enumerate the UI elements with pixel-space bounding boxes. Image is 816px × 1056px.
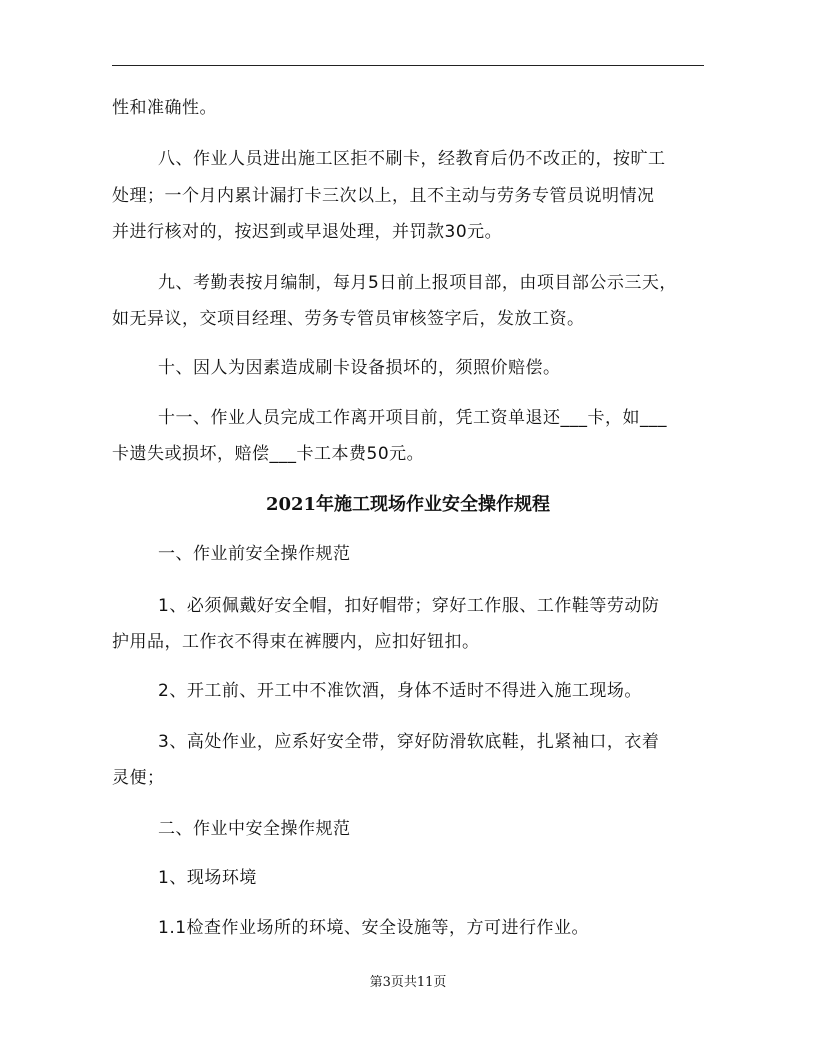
list-item: 1、必须佩戴好安全帽，扣好帽带；穿好工作服、工作鞋等劳动防	[158, 596, 660, 616]
paragraph-line: 十一、作业人员完成工作离开项目前，凭工资单退还___卡，如___	[158, 408, 667, 428]
paragraph-line: 处理；一个月内累计漏打卡三次以上，且不主动与劳务专管员说明情况	[112, 186, 655, 206]
paragraph-line: 并进行核对的，按迟到或早退处理，并罚款30元。	[112, 222, 503, 242]
list-item-continuation: 灵便；	[112, 768, 165, 788]
paragraph-line: 九、考勤表按月编制，每月5日前上报项目部，由项目部公示三天，	[158, 273, 677, 293]
list-item: 2、开工前、开工中不准饮酒，身体不适时不得进入施工现场。	[158, 681, 642, 701]
page-number-footer: 第3页共11页	[369, 975, 447, 990]
paragraph-line: 卡遗失或损坏，赔偿___卡工本费50元。	[112, 444, 425, 464]
paragraph-line: 八、作业人员进出施工区拒不刷卡，经教育后仍不改正的，按旷工	[158, 149, 666, 169]
section-heading: 二、作业中安全操作规范	[158, 819, 351, 839]
list-item: 1.1检查作业场所的环境、安全设施等，方可进行作业。	[158, 918, 590, 938]
header-rule	[112, 65, 704, 66]
page-title: 2021年施工现场作业安全操作规程	[265, 494, 551, 515]
list-item: 3、高处作业，应系好安全带，穿好防滑软底鞋，扎紧袖口，衣着	[158, 732, 660, 752]
list-item: 1、现场环境	[158, 868, 257, 888]
section-heading: 一、作业前安全操作规范	[158, 544, 351, 564]
list-item-continuation: 护用品，工作衣不得束在裤腰内，应扣好钮扣。	[112, 632, 480, 652]
paragraph-line: 性和准确性。	[112, 98, 217, 118]
paragraph-line: 如无异议，交项目经理、劳务专管员审核签字后，发放工资。	[112, 309, 585, 329]
paragraph-line: 十、因人为因素造成刷卡设备损坏的，须照价赔偿。	[158, 358, 561, 378]
